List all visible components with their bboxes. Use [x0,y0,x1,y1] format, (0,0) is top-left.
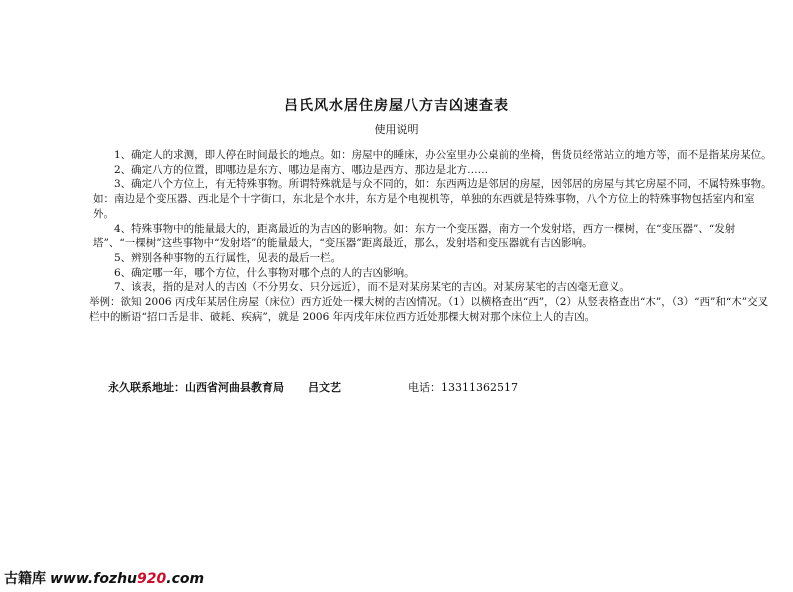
instruction-paragraph: 3、确定八个方位上，有无特殊事物。所谓特殊就是与众不同的，如：东西两边是邻居的房屋，因邻居的房屋与其它房屋不同，不属特殊事物。如：南边是个变压器、西北是个十字街口，东北是个水井，东方是个电视机等，单独的东西就是特殊事物，八个方位上的特殊事物包括室内和室外。 [93,178,772,220]
footer-site-prefix: www.fozhu [50,571,138,587]
footer-site-suffix: .com [166,571,205,587]
instruction-paragraph: 2、确定八方的位置，即哪边是东方、哪边是南方、哪边是西方、那边是北方…… [114,163,489,176]
document-title: 吕氏风水居住房屋八方吉凶速查表 [284,98,509,114]
instruction-paragraph: 5、辨别各种事物的五行属性，见表的最后一栏。 [114,251,342,264]
instruction-paragraph: 4、特殊事物中的能量最大的，距离最近的为吉凶的影响物。如：东方一个变压器，南方一个发射塔，西方一棵树，在“变压器”、“发射塔”、“一棵树”这些事物中“发射塔”的能量最大，“变压器”距离最近，那么，发射塔和变压器就有吉凶影响。 [93,222,736,250]
footer-site-number: 920 [137,571,167,587]
footer-brand: 古籍库 [4,571,46,587]
contact-phone: 电话：13311362517 [408,381,518,394]
contact-address: 永久联系地址：山西省河曲县教育局 [108,381,284,394]
instruction-paragraph: 6、确定哪一年，哪个方位，什么事物对哪个点的人的吉凶影响。 [114,266,415,279]
example-paragraph: 举例：欲知 2006 丙戌年某居住房屋（床位）西方近处一棵大树的吉凶情况。（1）以横格查出“西”，（2）从竖表格查出“木”，（3）“西”和“木”交叉栏中的断语“招口舌是非、破耗、疾病”，就是 2006 年丙戌年床位西方近处那棵大树对那个床位上人的吉凶。 [89,296,769,323]
footer-site-link[interactable] [50,571,204,587]
footer-watermark [4,568,204,588]
instruction-paragraph: 1、确定人的求测，即人停在时间最长的地点。如：房屋中的睡床，办公室里办公桌前的坐椅，售货员经常站立的地方等，而不是指某房某位。 [114,149,772,161]
instruction-paragraph: 7、该表，指的是对人的吉凶（不分男女、只分远近），而不是对某房某宅的吉凶。对某房某宅的吉凶毫无意义。 [114,281,630,294]
contact-name: 吕文艺 [308,381,341,394]
document-subtitle: 使用说明 [374,123,419,136]
contact-line [108,379,768,395]
instructions-body [89,148,775,324]
